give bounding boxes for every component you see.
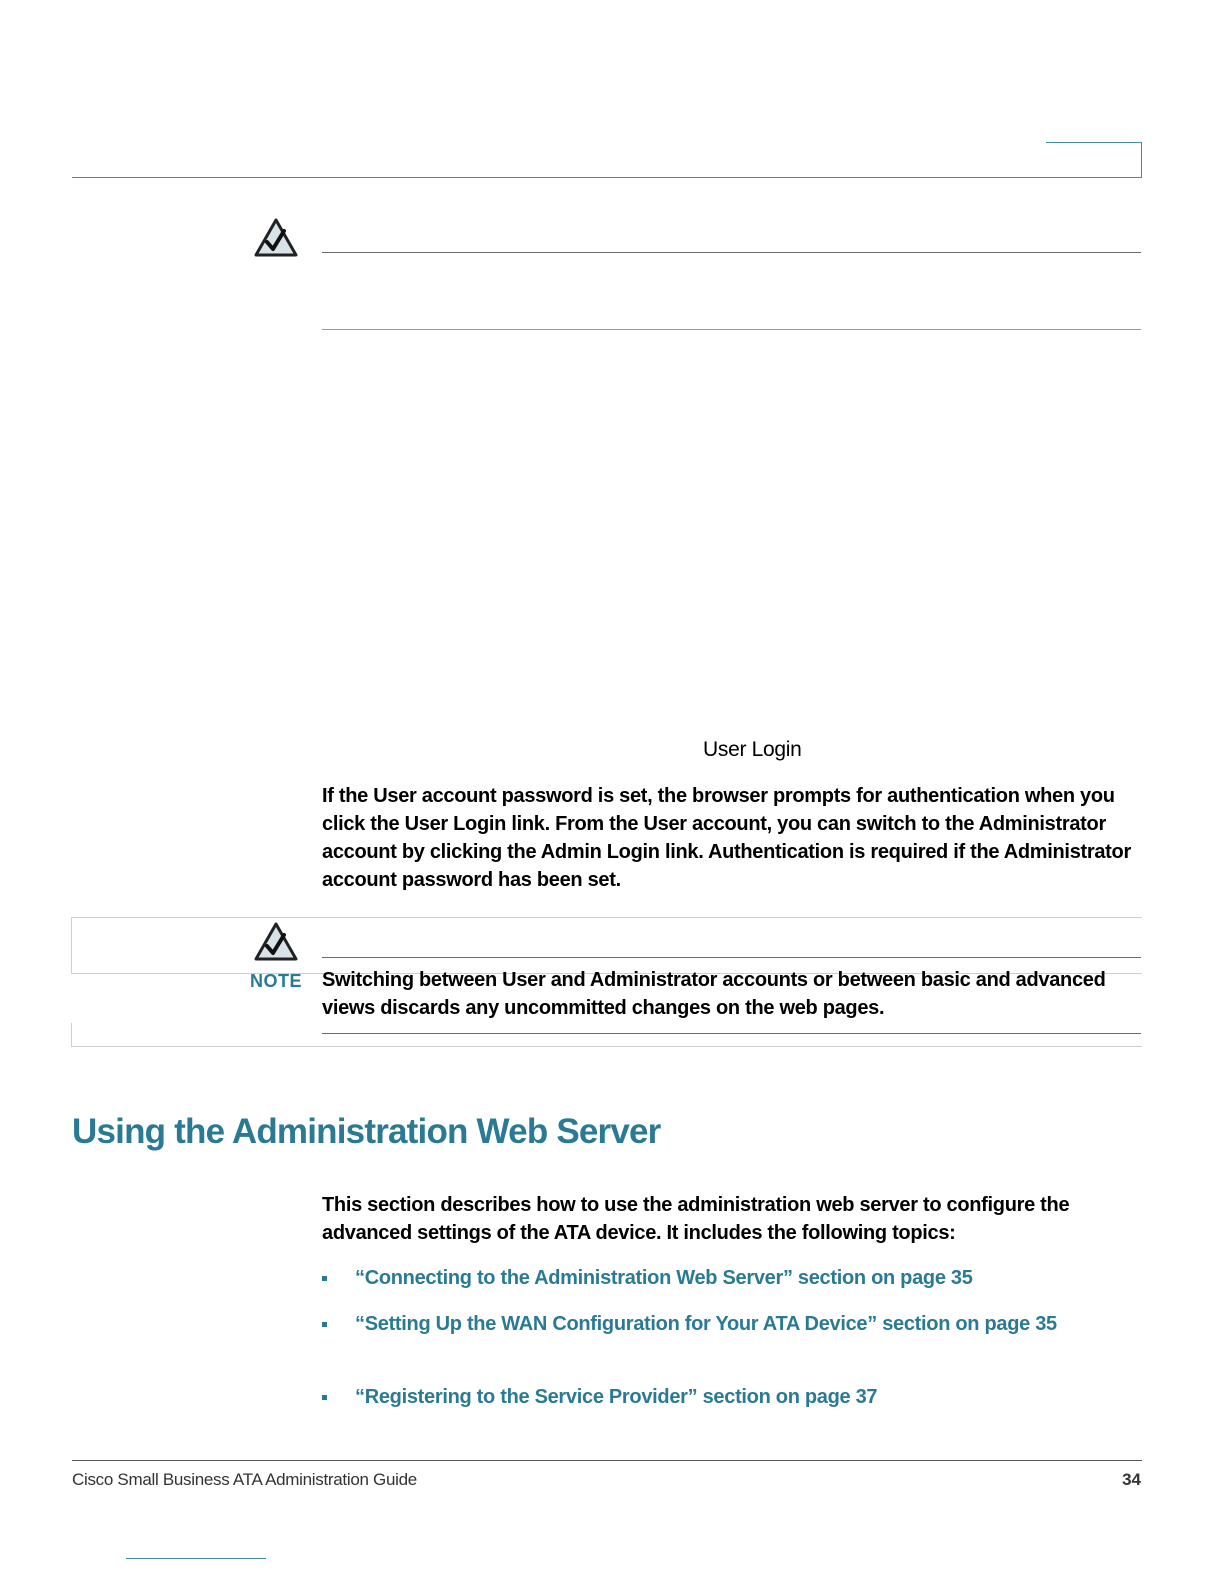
note-label: NOTE xyxy=(250,971,303,991)
footer-link-rule xyxy=(126,1558,266,1559)
list-item[interactable] xyxy=(322,1383,1142,1413)
note1-top-rule xyxy=(322,252,1141,253)
topic-link[interactable]: “Registering to the Service Provider” section on page 37 xyxy=(355,1386,878,1408)
list-item[interactable] xyxy=(322,1310,1142,1370)
header-rule xyxy=(72,177,1142,178)
topic-link[interactable]: “Connecting to the Administration Web Server” section on page 35 xyxy=(355,1267,973,1289)
bullet-icon xyxy=(322,1276,327,1281)
header-tab xyxy=(1046,142,1142,178)
user-login-link-text: User Login xyxy=(404,813,507,835)
note1-bottom-rule xyxy=(322,329,1141,330)
page-number: 34 xyxy=(1122,1470,1141,1489)
user-account-paragraph xyxy=(322,782,1142,894)
paragraph1-part3: link. Authentication is required if the Administrator account password has been set. xyxy=(322,841,1131,891)
note2-bottom-rule xyxy=(322,1033,1141,1034)
note2-text: Switching between User and Administrator accounts or between basic and advanced views discards any uncommitted changes on the web pages. xyxy=(322,969,1106,1019)
check-triangle-icon xyxy=(254,218,298,258)
bullet-icon xyxy=(322,1322,327,1327)
section-intro: This section describes how to use the administration web server to configure the advanced settings of the ATA device. It includes the following topics: xyxy=(322,1194,1070,1244)
note2-top-rule xyxy=(322,957,1141,958)
section-heading: Using the Administration Web Server xyxy=(72,1112,661,1151)
paragraph1-part2: link. From the User account, you can switch to the Administrator account by clicking the xyxy=(322,813,1106,863)
topic-link[interactable]: “Setting Up the WAN Configuration for Your ATA Device” section on page 35 xyxy=(355,1313,1057,1335)
user-login-label: User Login xyxy=(703,738,802,761)
list-item[interactable] xyxy=(322,1264,1142,1294)
footer-title: Cisco Small Business ATA Administration Guide xyxy=(72,1470,417,1489)
note2-frame-bottom xyxy=(71,1023,1142,1047)
footer-rule xyxy=(72,1460,1142,1461)
check-triangle-icon xyxy=(254,922,298,962)
admin-login-link-text: Admin Login xyxy=(540,841,660,863)
bullet-icon xyxy=(322,1395,327,1400)
paragraph1-part1: If the User account password is set, the browser prompts for authentication when you click the xyxy=(322,785,1115,835)
